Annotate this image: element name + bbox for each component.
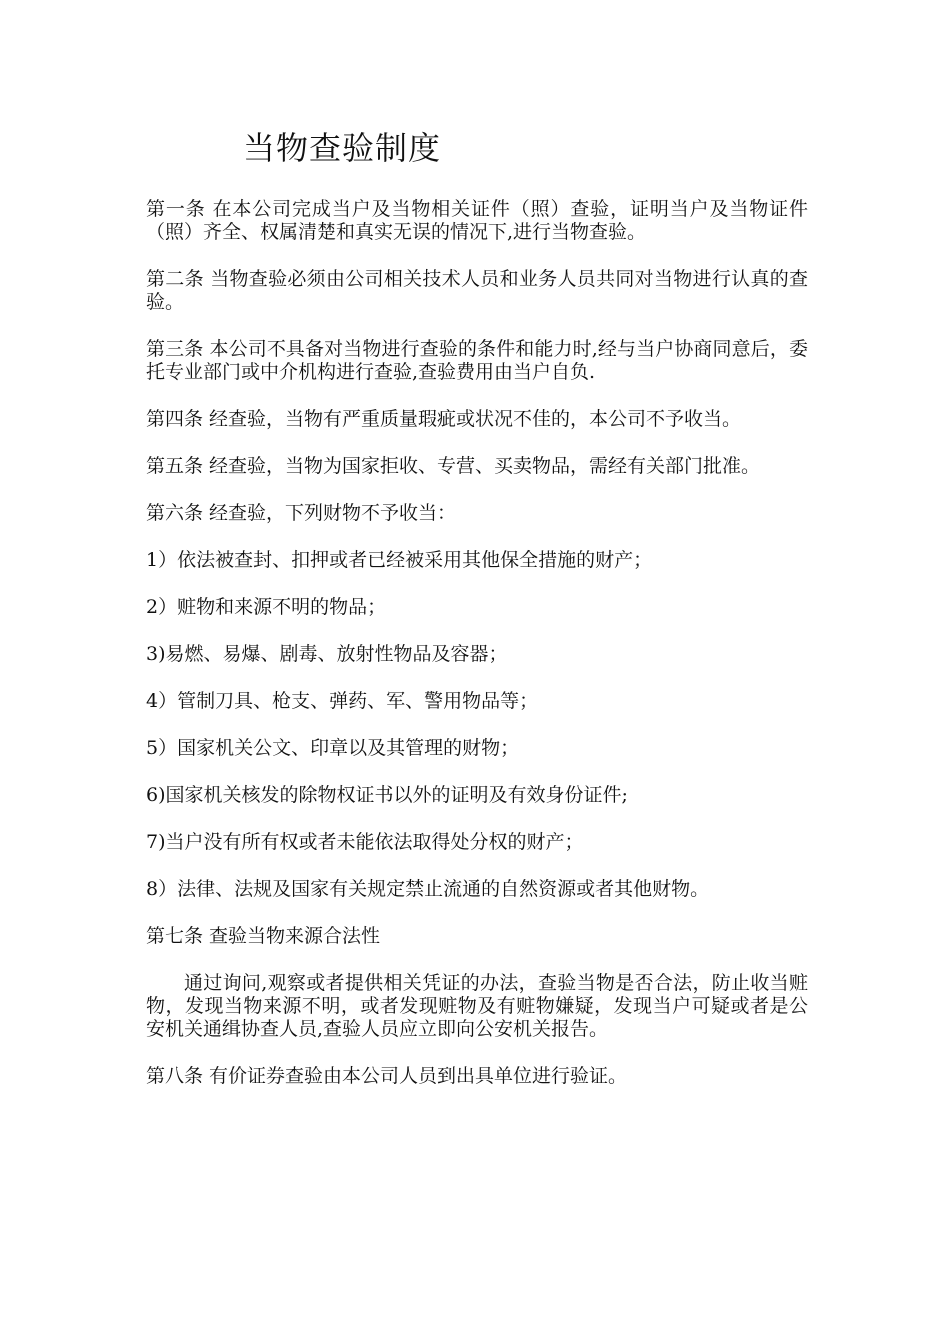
article-2: 第二条 当物查验必须由公司相关技术人员和业务人员共同对当物进行认真的查验。 [146, 268, 808, 313]
document-body [146, 198, 808, 1112]
article-7: 第七条 查验当物来源合法性 [146, 925, 381, 947]
list-item-6: 6)国家机关核发的除物权证书以外的证明及有效身份证件; [146, 784, 628, 806]
list-item-5: 5）国家机关公文、印章以及其管理的财物； [146, 737, 520, 759]
list-item-8: 8）法律、法规及国家有关规定禁止流通的自然资源或者其他财物。 [146, 878, 710, 900]
list-item-2: 2）赃物和来源不明的物品； [146, 596, 387, 618]
article-3: 第三条 本公司不具备对当物进行查验的条件和能力时,经与当户协商同意后，委托专业部门或中介机构进行查验,查验费用由当户自负. [146, 338, 808, 383]
article-6: 第六条 经查验，下列财物不予收当： [146, 502, 457, 524]
list-item-7: 7)当户没有所有权或者未能依法取得处分权的财产； [146, 831, 584, 853]
list-item-4: 4）管制刀具、枪支、弹药、军、警用物品等； [146, 690, 539, 712]
article-7-body: 通过询问,观察或者提供相关凭证的办法，查验当物是否合法，防止收当赃物，发现当物来源不明，或者发现赃物及有赃物嫌疑，发现当户可疑或者是公安机关通缉协查人员,查验人员应立即向公安机关报告。 [146, 972, 808, 1040]
document-title: 当物查验制度 [243, 129, 442, 167]
article-8: 第八条 有价证券查验由本公司人员到出具单位进行验证。 [146, 1065, 628, 1087]
list-item-3: 3)易燃、易爆、剧毒、放射性物品及容器； [146, 643, 508, 665]
list-item-1: 1）依法被查封、扣押或者已经被采用其他保全措施的财产； [146, 549, 653, 571]
article-4: 第四条 经查验，当物有严重质量瑕疵或状况不佳的，本公司不予收当。 [146, 408, 742, 430]
article-1: 第一条 在本公司完成当户及当物相关证件（照）查验，证明当户及当物证件（照）齐全、权属清楚和真实无误的情况下,进行当物查验。 [146, 198, 808, 243]
article-5: 第五条 经查验，当物为国家拒收、专营、买卖物品，需经有关部门批准。 [146, 455, 761, 477]
